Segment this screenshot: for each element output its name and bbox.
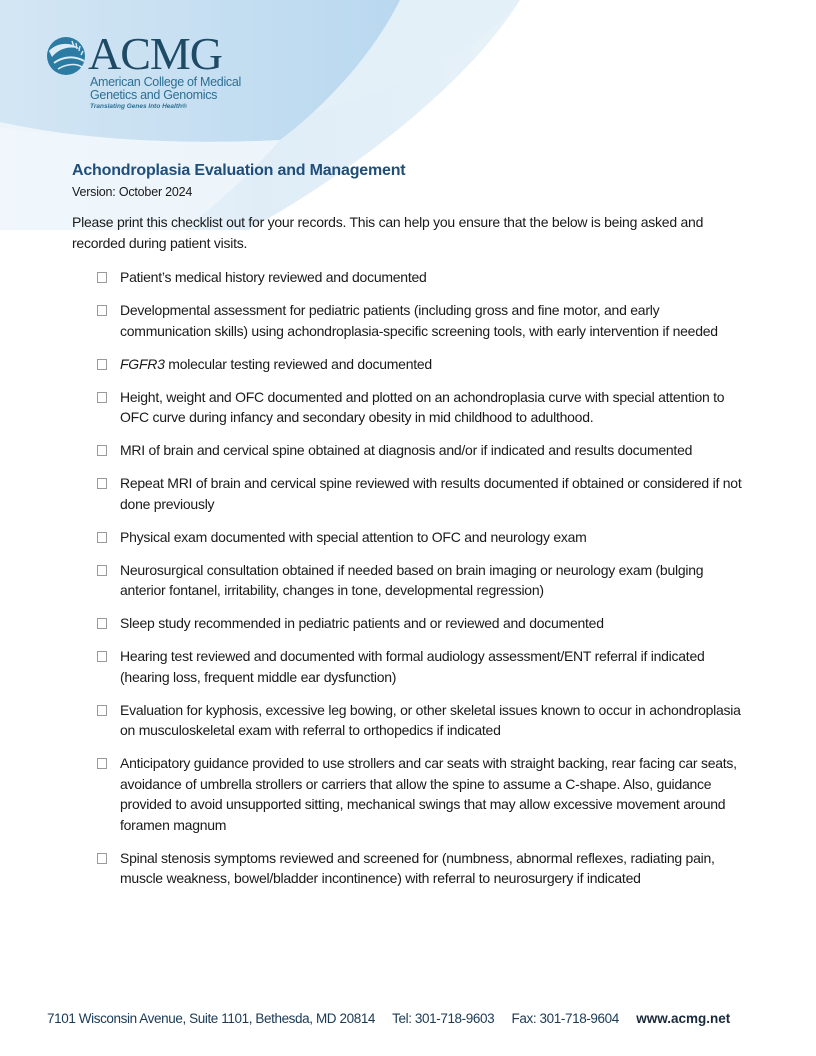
- logo-org-name: [90, 76, 241, 102]
- checklist-item-text: Developmental assessment for pediatric patients (including gross and fine motor, and early communication skills) using achondroplasia-specific screening tools, with early intervention if needed: [120, 302, 718, 339]
- checklist-item-text: Height, weight and OFC documented and plotted on an achondroplasia curve with special attention to OFC curve during infancy and secondary obesity in mid childhood to adulthood.: [120, 388, 725, 425]
- checklist-item: [72, 267, 742, 288]
- checklist-item-text: Repeat MRI of brain and cervical spine reviewed with results documented if obtained or considered if not done previously: [120, 475, 742, 512]
- logo-tagline: Translating Genes Into Health®: [90, 103, 187, 110]
- checklist: [72, 267, 752, 889]
- checkbox[interactable]: [97, 618, 107, 629]
- document-intro: Please print this checklist out for your records. This can help you ensure that the below is being asked and recorded during patient visits.: [72, 214, 704, 251]
- checkbox[interactable]: [97, 758, 107, 769]
- footer-website-link[interactable]: www.acmg.net: [636, 1011, 731, 1026]
- checkbox[interactable]: [97, 359, 107, 370]
- checklist-item-text: Neurosurgical consultation obtained if needed based on brain imaging or neurology exam (bulging anterior fontanel, irritability, changes in tone, developmental regression): [120, 561, 704, 598]
- logo-line-1: American College of Medical: [90, 75, 242, 89]
- footer: [47, 1011, 730, 1026]
- checkbox[interactable]: [97, 305, 107, 316]
- checkbox[interactable]: [97, 272, 107, 283]
- checklist-item-text: MRI of brain and cervical spine obtained at diagnosis and/or if indicated and results documented: [120, 442, 693, 458]
- checkbox[interactable]: [97, 705, 107, 716]
- checkbox[interactable]: [97, 651, 107, 662]
- document-version: Version: October 2024: [72, 185, 193, 199]
- logo-line-2: Genetics and Genomics: [90, 88, 218, 102]
- dna-globe-icon: [46, 35, 88, 77]
- footer-tel: Tel: 301-718-9603: [392, 1011, 495, 1026]
- checklist-item-text: Anticipatory guidance provided to use strollers and car seats with straight backing, rear facing car seats, avoidance of umbrella strollers or carriers that allow the spine to assume a C-shape. Also, guidance provided to avoid unsupported sitting, mechanical swings that may allow excessive movement around foramen magnum: [120, 755, 737, 833]
- checklist-item: [72, 560, 742, 601]
- checklist-item: [72, 473, 742, 514]
- document-body: [72, 160, 752, 901]
- gene-name: FGFR3: [120, 355, 165, 372]
- checklist-item-text: molecular testing reviewed and documented: [164, 355, 432, 372]
- logo-wordmark: ACMG: [88, 28, 223, 79]
- checkbox[interactable]: [97, 445, 107, 456]
- checklist-item: [72, 440, 742, 461]
- checklist-item: [72, 646, 742, 687]
- checklist-item-text: Physical exam documented with special attention to OFC and neurology exam: [120, 528, 587, 545]
- footer-fax: Fax: 301-718-9604: [511, 1011, 619, 1026]
- checklist-item: [72, 527, 742, 548]
- checklist-item-text: Evaluation for kyphosis, excessive leg bowing, or other skeletal issues known to occur in achondroplasia on musculoskeletal exam with referral to orthopedics if indicated: [120, 701, 741, 738]
- footer-address: 7101 Wisconsin Avenue, Suite 1101, Bethesda, MD 20814: [47, 1011, 376, 1026]
- document-title: Achondroplasia Evaluation and Management: [72, 162, 406, 179]
- acmg-logo: [46, 28, 246, 118]
- checkbox[interactable]: [97, 565, 107, 576]
- checklist-item-text: Sleep study recommended in pediatric patients and or reviewed and documented: [120, 615, 604, 631]
- checkbox[interactable]: [97, 853, 107, 864]
- checklist-item: [72, 354, 742, 375]
- checkbox[interactable]: [97, 532, 107, 543]
- checkbox[interactable]: [97, 392, 107, 403]
- checklist-item: [72, 300, 742, 341]
- checklist-item-text: Spinal stenosis symptoms reviewed and screened for (numbness, abnormal reflexes, radiating pain, muscle weakness, bowel/bladder incontinence) with referral to neurosurgery if indicated: [120, 849, 715, 886]
- checklist-item-text: Patient’s medical history reviewed and documented: [120, 269, 427, 285]
- checkbox[interactable]: [97, 478, 107, 489]
- checklist-item: [72, 387, 742, 428]
- checklist-item-text: Hearing test reviewed and documented with formal audiology assessment/ENT referral if indicated (hearing loss, frequent middle ear dysfunction): [120, 648, 705, 685]
- checklist-item: [72, 753, 742, 835]
- checklist-item: [72, 848, 742, 889]
- checklist-item: [72, 700, 742, 741]
- checklist-item: [72, 613, 742, 634]
